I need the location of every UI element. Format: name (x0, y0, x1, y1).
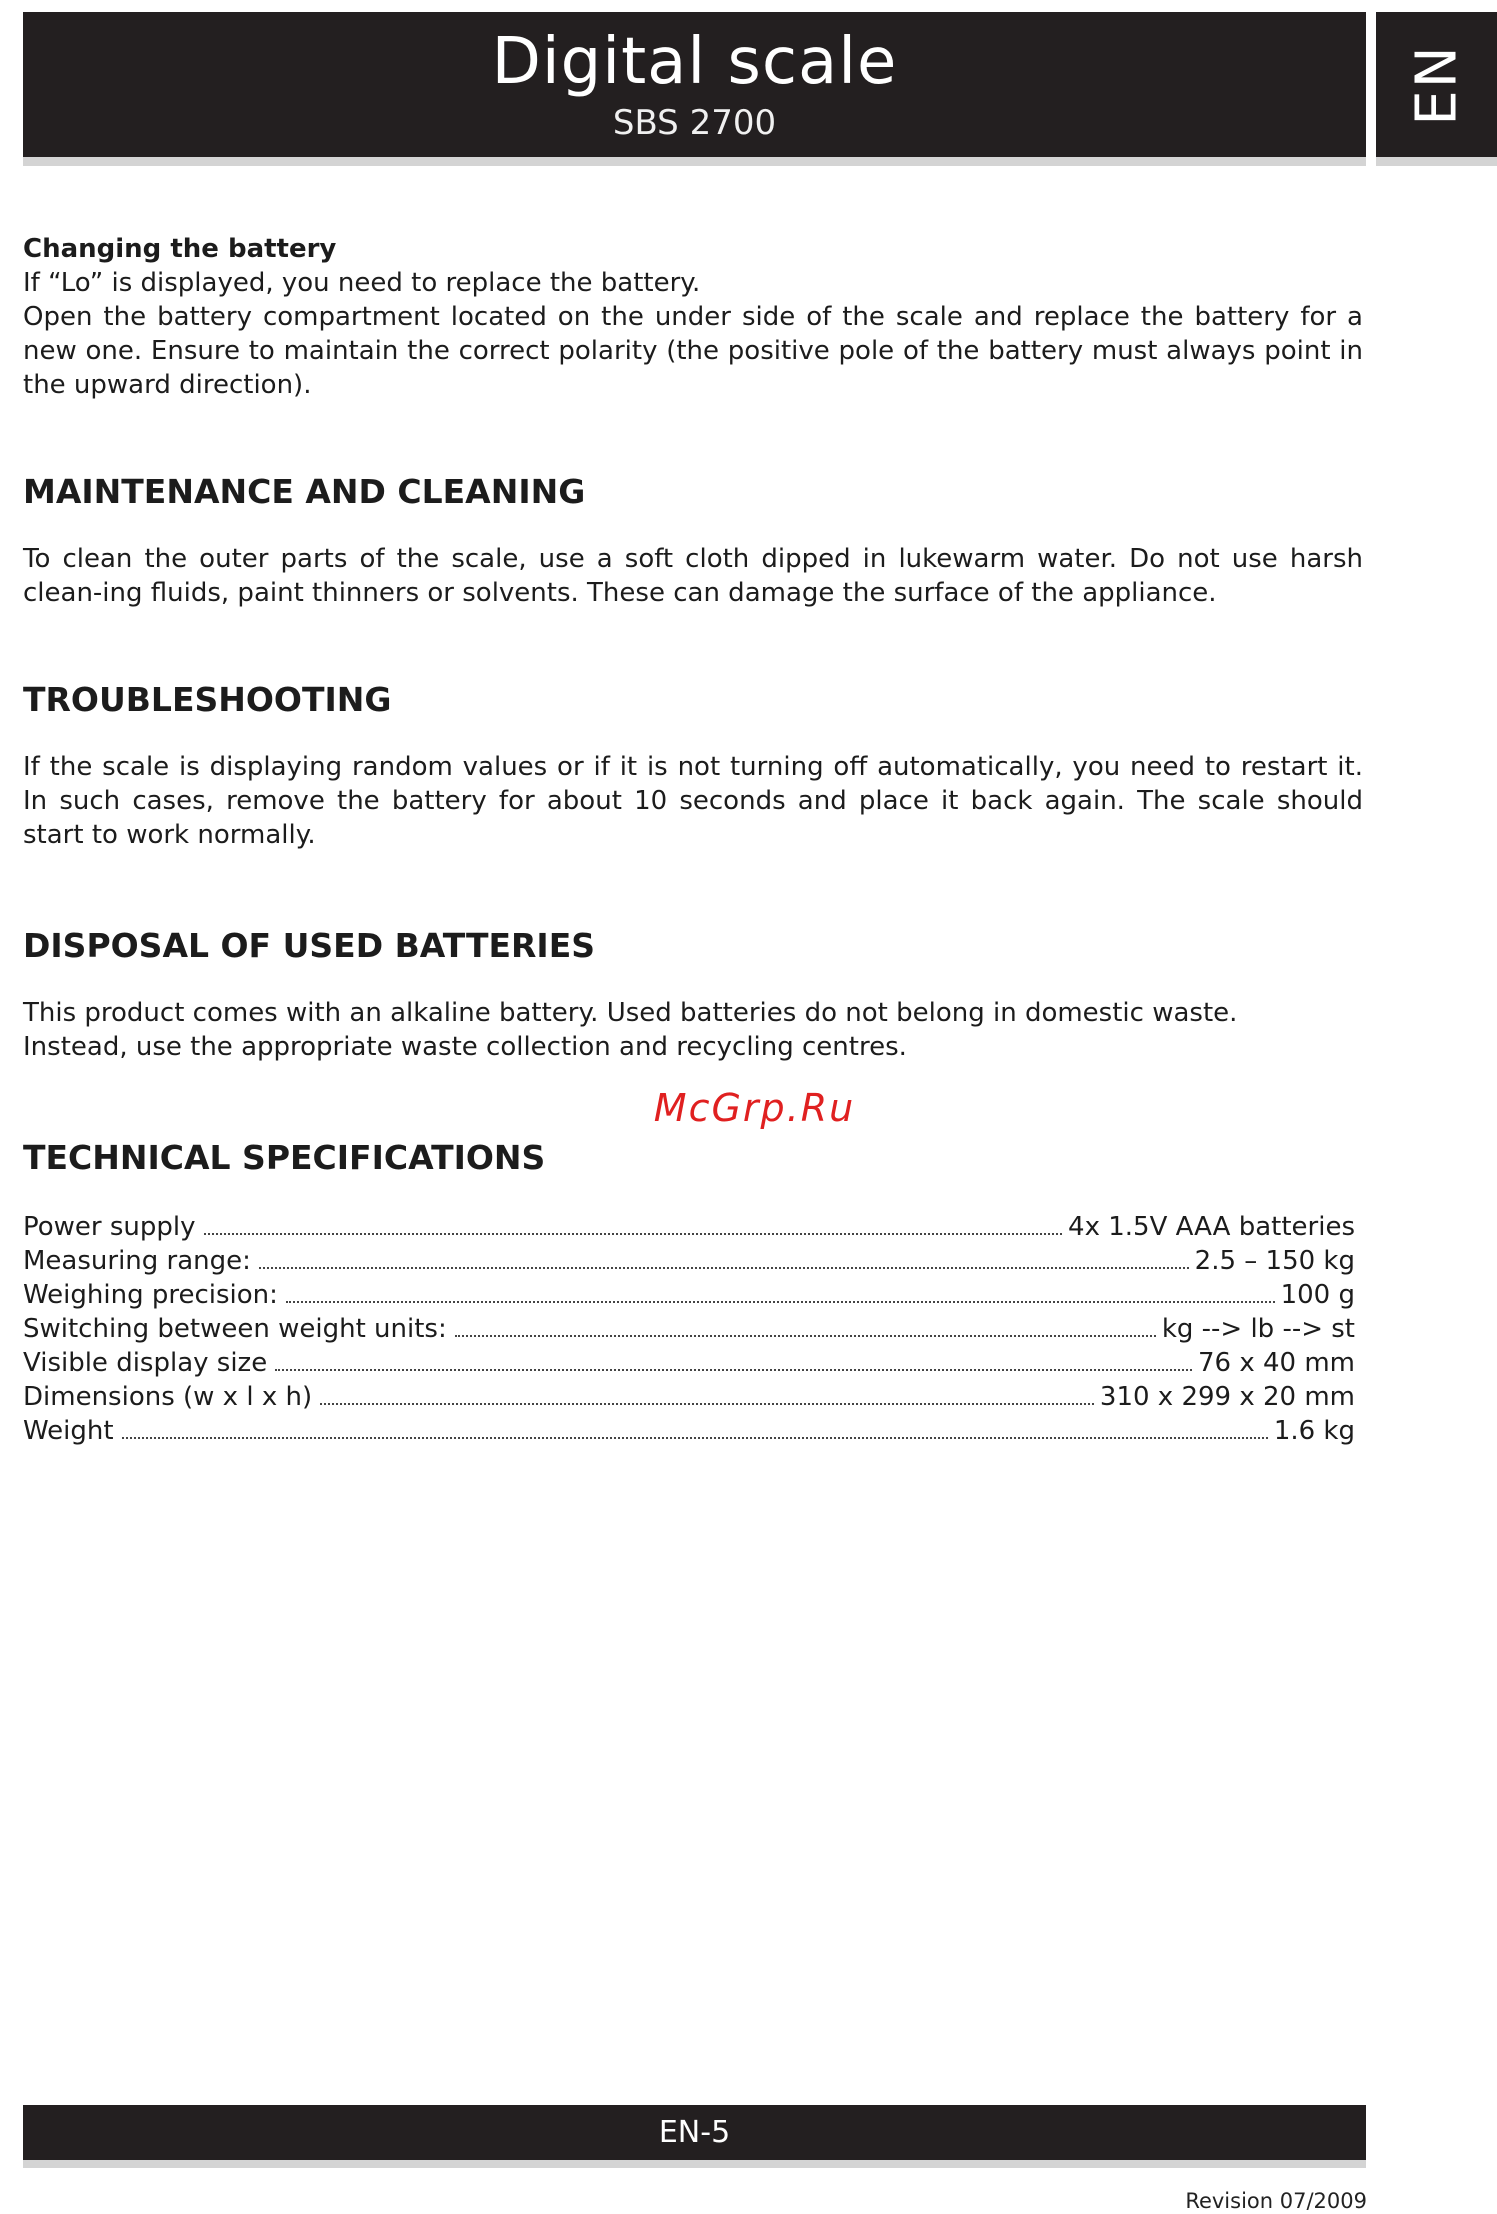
dot-leader (320, 1403, 1094, 1405)
model-number: SBS 2700 (612, 103, 777, 143)
header-bar (23, 12, 1366, 157)
spec-row-measuring-range (23, 1244, 1355, 1278)
spec-row-weighing-precision (23, 1278, 1355, 1312)
battery-heading: Changing the battery (23, 234, 337, 264)
spec-label: Visible display size (23, 1348, 268, 1378)
dot-leader (275, 1369, 1192, 1371)
disposal-line-2: Instead, use the appropriate waste collection and recycling centres. (23, 1032, 907, 1062)
battery-line-1: If “Lo” is displayed, you need to replace the battery. (23, 268, 701, 298)
disposal-line-1: This product comes with an alkaline battery. Used batteries do not belong in domestic waste. (23, 998, 1238, 1028)
battery-line-2: Open the battery compartment located on the under side of the scale and replace the battery for a new one. Ensure to maintain the correct polarity (the positive pole of the battery must always point in the upward direction). (23, 302, 1363, 400)
spec-label: Measuring range: (23, 1246, 251, 1276)
spec-label: Switching between weight units: (23, 1314, 447, 1344)
dot-leader (204, 1233, 1063, 1235)
document-title: Digital scale (491, 25, 898, 99)
revision-note: Revision 07/2009 (1185, 2189, 1367, 2213)
spec-value: 1.6 kg (1273, 1416, 1355, 1446)
spec-label: Weighing precision: (23, 1280, 278, 1310)
spec-list (23, 1210, 1355, 1448)
troubleshooting-heading: TROUBLESHOOTING (23, 680, 392, 719)
spec-row-weight-units (23, 1312, 1355, 1346)
disposal-heading: DISPOSAL OF USED BATTERIES (23, 926, 596, 965)
spec-row-power-supply (23, 1210, 1355, 1244)
troubleshooting-text: If the scale is displaying random values or if it is not turning off automatically, you need to restart it. In such cases, remove the battery for about 10 seconds and place it back again. The scale should start to work normally. (23, 752, 1363, 850)
dot-leader (286, 1301, 1275, 1303)
spec-value: 76 x 40 mm (1197, 1348, 1355, 1378)
spec-value: 2.5 – 150 kg (1194, 1246, 1355, 1276)
page-number: EN-5 (658, 2115, 731, 2150)
spec-label: Weight (23, 1416, 114, 1446)
maintenance-heading: MAINTENANCE AND CLEANING (23, 472, 586, 511)
footer-bar (23, 2105, 1366, 2160)
spec-row-weight (23, 1414, 1355, 1448)
tech-specs-heading: TECHNICAL SPECIFICATIONS (23, 1138, 546, 1177)
dot-leader (455, 1335, 1156, 1337)
language-code: EN (1404, 43, 1469, 126)
language-tab (1376, 12, 1497, 157)
spec-row-dimensions (23, 1380, 1355, 1414)
spec-row-display-size (23, 1346, 1355, 1380)
dot-leader (122, 1437, 1268, 1439)
main-content (23, 232, 1363, 1064)
spec-value: 4x 1.5V AAA batteries (1068, 1212, 1355, 1242)
dot-leader (259, 1267, 1189, 1269)
watermark: McGrp.Ru (653, 1086, 856, 1130)
spec-value: 100 g (1280, 1280, 1355, 1310)
spec-value: 310 x 299 x 20 mm (1099, 1382, 1355, 1412)
spec-value: kg --> lb --> st (1161, 1314, 1355, 1344)
maintenance-text: To clean the outer parts of the scale, use a soft cloth dipped in lukewarm water. Do not use harsh clean-ing fluids, paint thinners or solvents. These can damage the surface of the appliance. (23, 544, 1363, 608)
spec-label: Dimensions (w x l x h) (23, 1382, 313, 1412)
spec-label: Power supply (23, 1212, 196, 1242)
